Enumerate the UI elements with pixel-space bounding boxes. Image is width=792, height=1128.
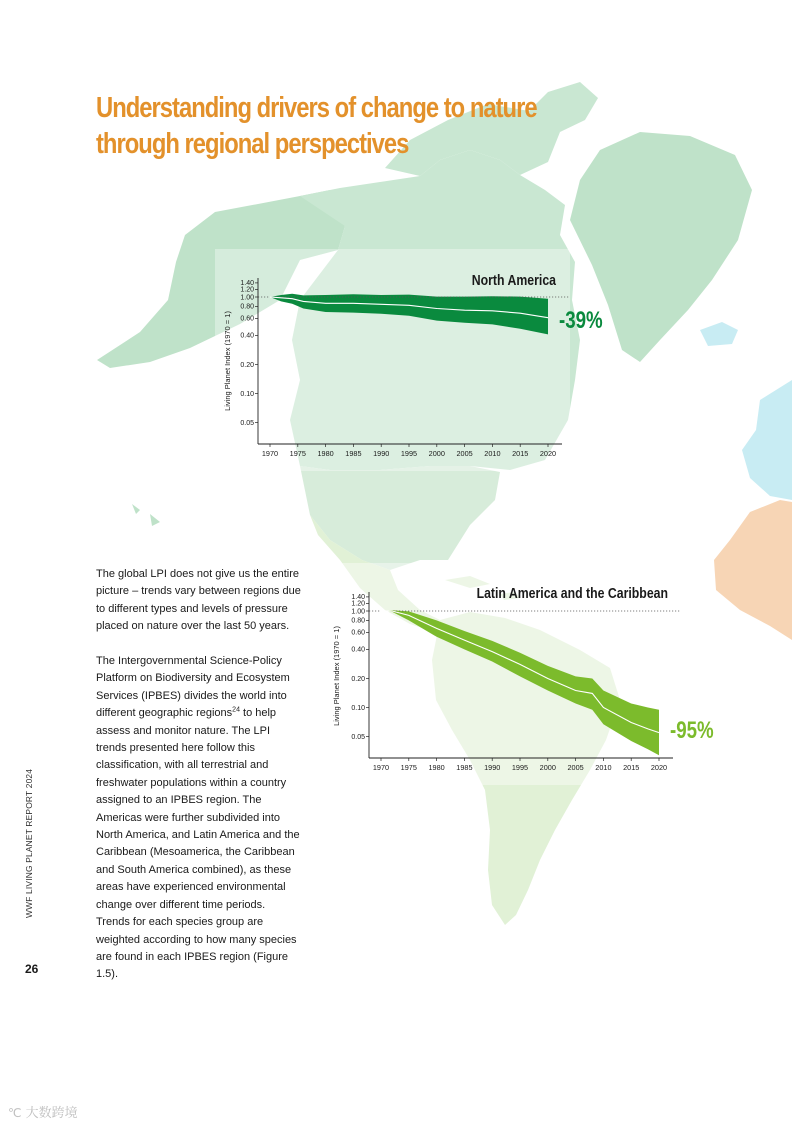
north-america-y-tick-label: 1.40 — [240, 280, 254, 288]
north-america-y-tick-label: 0.20 — [240, 361, 254, 369]
north-america-y-tick-label: 0.80 — [240, 303, 254, 311]
latin-america-chart-title: Latin America and the Caribbean — [476, 584, 668, 602]
latin-america-x-tick-label: 1980 — [428, 763, 445, 772]
latin-america-y-tick-label: 1.40 — [351, 594, 365, 602]
latin-america-y-tick-label: 0.40 — [351, 646, 365, 654]
body-paragraph-2-text: The Intergovernmental Science-Policy Platform on Biodiversity and Ecosystem Services (IPBES) divides the world into different geographic regions — [96, 655, 290, 720]
latin-america-x-tick-label: 1975 — [400, 763, 417, 772]
report-side-label: WWF LIVING PLANET REPORT 2024 — [24, 768, 34, 918]
north-america-x-tick-label: 2015 — [512, 449, 529, 458]
latin-america-y-tick-label: 0.10 — [351, 704, 365, 712]
north-america-x-tick-label: 2020 — [539, 449, 557, 458]
north-america-y-tick-label: 0.60 — [240, 315, 254, 323]
map-iceland — [700, 322, 738, 346]
latin-america-x-tick-label: 1970 — [372, 763, 390, 772]
latin-america-x-tick-label: 2020 — [650, 763, 668, 772]
latin-america-y-tick-label: 1.00 — [351, 608, 365, 616]
latin-america-x-tick-label: 2005 — [567, 763, 584, 772]
north-america-x-tick-label: 2005 — [456, 449, 473, 458]
watermark — [8, 1102, 78, 1121]
body-text — [96, 566, 301, 1001]
north-america-y-tick-label: 1.00 — [240, 294, 254, 302]
north-america-x-tick-label: 1985 — [345, 449, 362, 458]
north-america-y-tick-label: 0.10 — [240, 390, 254, 398]
latin-america-y-tick-label: 0.05 — [351, 733, 365, 741]
latin-america-x-tick-label: 2015 — [623, 763, 640, 772]
latin-america-chart-panel — [326, 563, 726, 785]
map-europe — [742, 380, 792, 500]
body-paragraph-1 — [96, 566, 301, 636]
north-america-y-tick-label: 0.40 — [240, 332, 254, 340]
north-america-change-label: -39% — [559, 306, 603, 334]
north-america-chart — [215, 249, 605, 471]
body-paragraph-2-text-continued: to help assess and monitor nature. The LPI trends presented here follow this classification, with all terrestrial and freshwater populations within a country assigned to an IPBES region. The Americas were further subdivided into North America, and Latin America and the Caribbean (Mesoamerica, the Caribbean and South America combined), as these areas have experienced environmental change over different time periods. Trends for each species group are weighted according to how many species are found in each IPBES region (Figure 1.5). — [96, 707, 300, 981]
page-number: 26 — [25, 962, 39, 976]
north-america-x-tick-label: 1975 — [289, 449, 306, 458]
north-america-chart-title: North America — [471, 271, 556, 289]
latin-america-y-tick-label: 0.60 — [351, 629, 365, 637]
page-title-line-2: through regional perspectives — [96, 128, 409, 160]
footnote-reference[interactable]: 24 — [232, 706, 240, 714]
latin-america-y-tick-label: 0.20 — [351, 675, 365, 683]
latin-america-x-tick-label: 1990 — [484, 763, 501, 772]
north-america-chart-panel — [215, 249, 605, 471]
map-usa — [300, 466, 500, 570]
latin-america-change-label: -95% — [670, 716, 714, 744]
watermark-text: 大数跨境 — [25, 1106, 78, 1121]
north-america-x-tick-label: 1980 — [317, 449, 334, 458]
latin-america-x-tick-label: 2000 — [539, 763, 556, 772]
latin-america-chart — [326, 563, 726, 785]
latin-america-y-tick-label: 1.20 — [351, 600, 365, 608]
north-america-x-tick-label: 1970 — [261, 449, 279, 458]
page-title — [96, 90, 621, 162]
north-america-y-tick-label: 1.20 — [240, 286, 254, 294]
north-america-x-tick-label: 1990 — [373, 449, 390, 458]
latin-america-x-tick-label: 1985 — [456, 763, 473, 772]
latin-america-x-tick-label: 2010 — [595, 763, 612, 772]
north-america-x-tick-label: 2000 — [428, 449, 445, 458]
north-america-y-axis-label: Living Planet Index (1970 = 1) — [223, 311, 232, 411]
north-america-x-tick-label: 1995 — [400, 449, 418, 458]
latin-america-y-tick-label: 0.80 — [351, 617, 365, 625]
latin-america-x-tick-label: 1995 — [511, 763, 529, 772]
north-america-y-tick-label: 0.05 — [240, 419, 254, 427]
page-title-line-1: Understanding drivers of change to nature — [96, 92, 537, 124]
body-paragraph-1-text: The global LPI does not give us the entire picture – trends vary between regions due to different types and levels of pressure placed on nature over the last 50 years. — [96, 568, 301, 633]
body-paragraph-2 — [96, 653, 301, 984]
north-america-x-tick-label: 2010 — [484, 449, 501, 458]
latin-america-y-axis-label: Living Planet Index (1970 = 1) — [332, 626, 341, 726]
watermark-logo-icon: ℃ — [8, 1106, 22, 1120]
